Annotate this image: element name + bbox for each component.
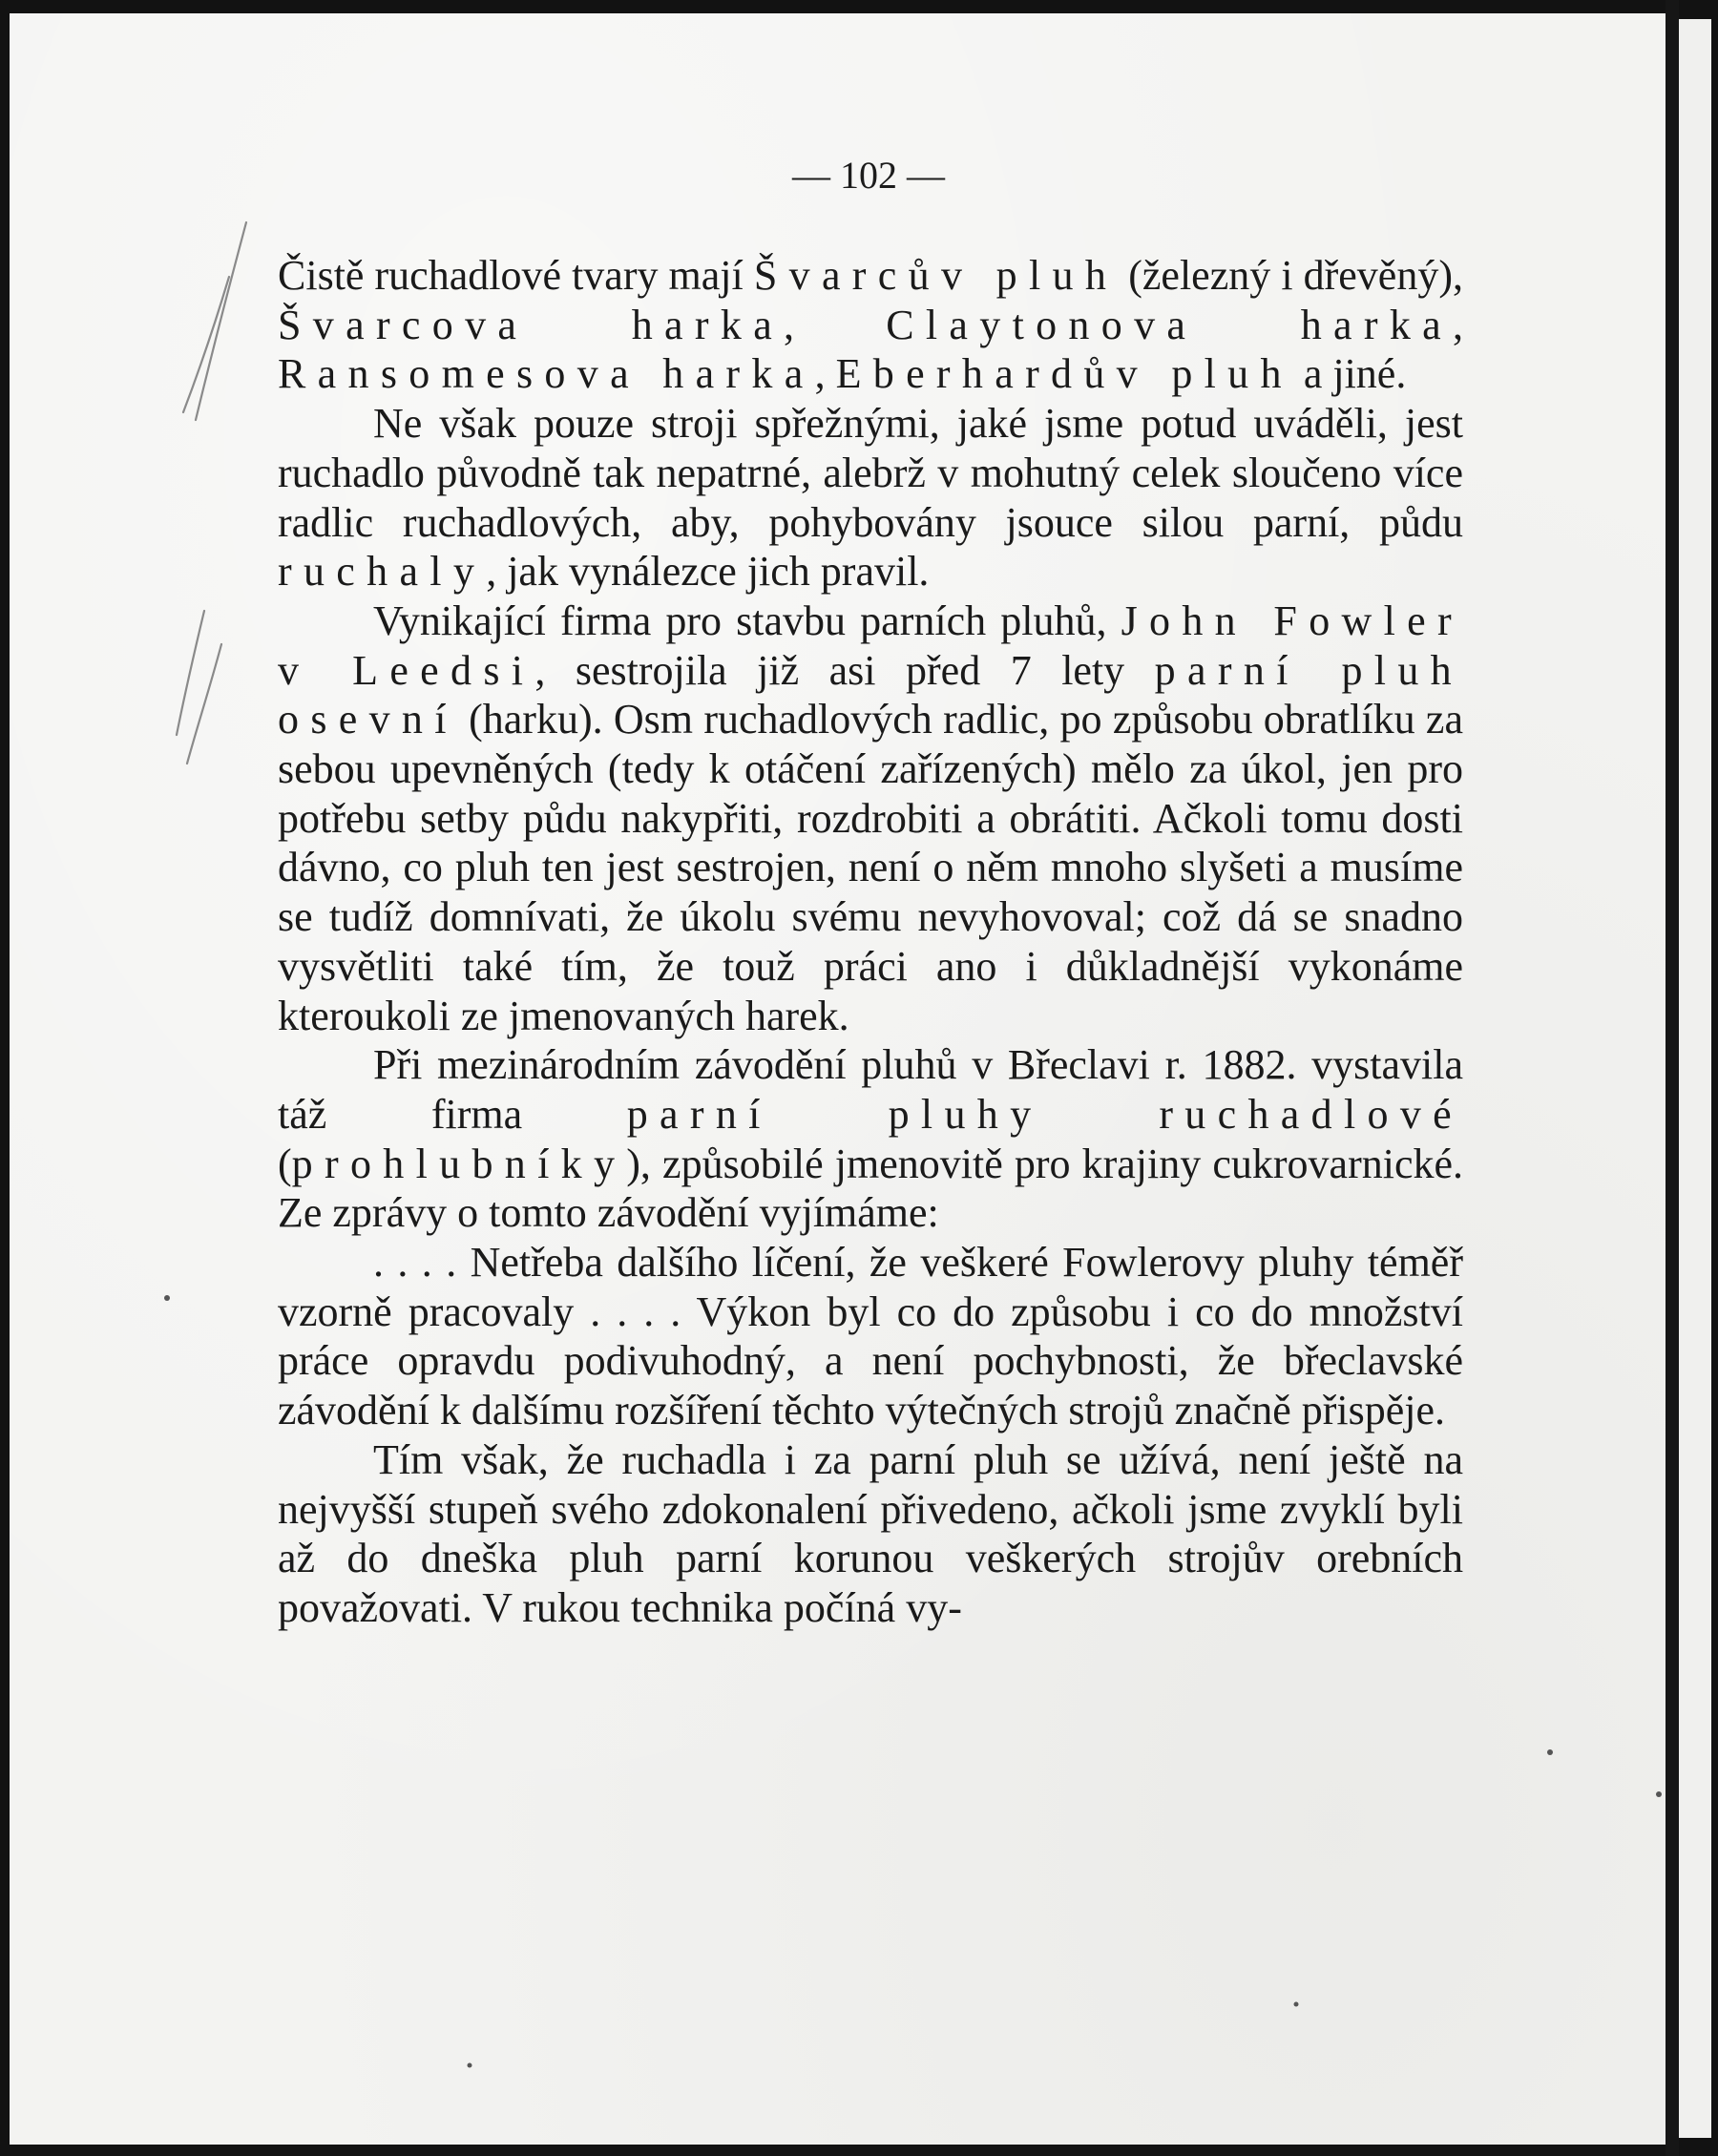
text-run: . . . . Netřeba dalšího líčení, že veškeré Fowlerovy pluhy téměř vzorně pracovaly . . . . Výkon byl co do způsobu i co do množství práce opravdu podivuhodný, a není pochybnosti, že břeclavské závodění k dalšímu rozšíření těchto výtečných strojů značně přispěje. — [278, 1239, 1463, 1434]
paragraph — [278, 1040, 1463, 1238]
text-run: , sestrojila již asi před 7 lety — [534, 646, 1155, 694]
text-run: Tím však, že ruchadla i za parní pluh se užívá, není ještě na nejvyšší stupeň svého zdokonalení přivedeno, ačkoli jsme zvyklí byli až do dneška pluh parní korunou veškerých strojův orebních považovati. V rukou technika počíná vy- — [278, 1435, 1463, 1631]
paragraph — [278, 399, 1463, 597]
emphasized-text: parní pluh osevní — [278, 646, 1463, 743]
pencil-stroke — [196, 222, 246, 420]
emphasized-text: Eberhardův pluh — [835, 350, 1293, 398]
emphasized-text: Švarcův pluh — [753, 252, 1119, 299]
text-run: ), způsobilé jmenovitě pro krajiny cukrovarnické. Ze zprávy o tomto závodění vyjímáme: — [278, 1140, 1463, 1237]
emphasized-text: parní pluhy ruchadlové — [626, 1090, 1463, 1138]
text-run: Čistě ruchadlové tvary mají — [278, 252, 754, 299]
speck — [1294, 2002, 1299, 2007]
text-run: Při mezinárodním závodění pluhů v Břeclavi r. 1882. vystavila táž firma — [278, 1041, 1463, 1138]
text-run: , jak vynálezce jich pravil. — [486, 548, 930, 596]
emphasized-text: prohlubníky — [291, 1140, 627, 1187]
speck — [1656, 1791, 1662, 1797]
emphasized-text: John Fowler v Leedsi — [278, 597, 1463, 694]
pencil-stroke — [183, 277, 229, 412]
emphasized-text: Švarcova harka — [278, 301, 785, 348]
paragraph — [278, 597, 1463, 1040]
speck — [1547, 1749, 1553, 1755]
text-run: , — [1453, 301, 1464, 348]
speck — [164, 1295, 170, 1301]
speck — [468, 2063, 472, 2068]
text-run: (železný i dřevěný), — [1118, 252, 1463, 299]
text-run: (harku). Osm ruchadlových radlic, po způsobu obratlíku za sebou upevněných (tedy k otáčení zařízených) mělo za úkol, jen pro potřebu setby půdu nakypřiti, rozdrobiti a obrátiti. Ačkoli tomu dosti dávno, co pluh ten jest sestrojen, není o něm mnoho slyšeti a musíme se tudíž domnívati, že úkolu svému nevyhovoval; což dá se snadno vysvětliti také tím, že touž práci ano i důkladnější vykonáme kteroukoli ze jmenovaných harek. — [278, 696, 1463, 1039]
emphasized-text: Ransomesova harka — [278, 350, 815, 398]
quoted-paragraph — [278, 1238, 1463, 1435]
text-run: , — [784, 301, 887, 348]
text-run: , — [814, 350, 836, 398]
paragraph — [278, 1435, 1463, 1633]
text-run: Ne však pouze stroji spřežnými, jaké jsme potud uváděli, jest ruchadlo původně tak nepatrné, alebrž v mohutný celek sloučeno více radlic ruchadlových, aby, pohybovány jsouce silou parní, půdu — [278, 400, 1463, 546]
text-run: a jiné. — [1292, 350, 1407, 398]
paragraph — [278, 251, 1463, 399]
page-number: — 102 — — [792, 154, 945, 197]
text-run: ( — [278, 1140, 292, 1187]
emphasized-text: Claytonova harka — [886, 301, 1454, 348]
emphasized-text: ruchaly — [278, 548, 487, 596]
body-text — [278, 251, 1463, 1633]
text-run: Vynikající firma pro stavbu parních pluhů, — [373, 597, 1121, 644]
